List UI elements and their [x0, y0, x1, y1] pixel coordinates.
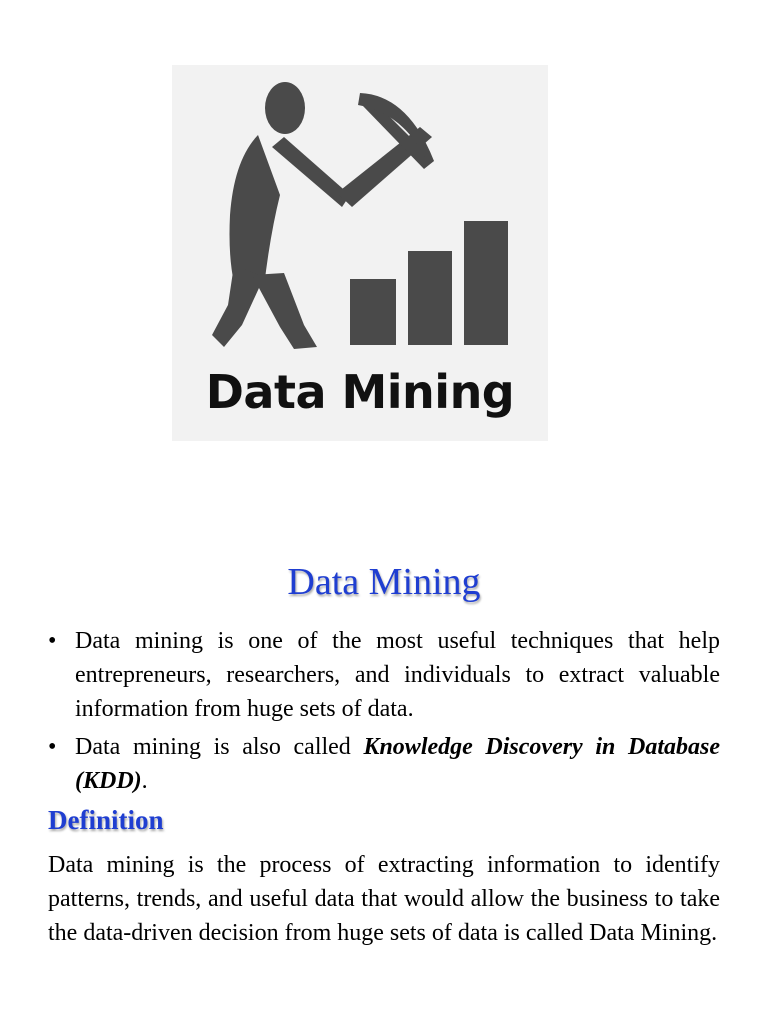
data-mining-logo	[172, 65, 548, 441]
bullet-text-end: .	[141, 768, 148, 794]
page-title: Data Mining	[287, 561, 481, 603]
logo-caption: Data Mining	[205, 365, 515, 419]
list-item	[48, 624, 720, 726]
kdd-emphasis: Knowledge Discovery in Database (KDD)	[75, 734, 720, 794]
bullet-list	[48, 624, 720, 802]
list-item	[48, 730, 720, 798]
bullet-icon: •	[48, 628, 57, 654]
bullet-icon: •	[48, 734, 57, 760]
bullet-text: Data mining is also called	[75, 734, 364, 760]
definition-text: Data mining is the process of extracting information to identify patterns, trends, and useful data that would allow the business to take the data-driven decision from huge sets of data is called Data Mining.	[48, 852, 720, 946]
definition-heading: Definition	[48, 805, 164, 835]
bullet-text: Data mining is one of the most useful techniques that help entrepreneurs, researchers, and individuals to extract valuable information from huge sets of data.	[75, 628, 720, 722]
